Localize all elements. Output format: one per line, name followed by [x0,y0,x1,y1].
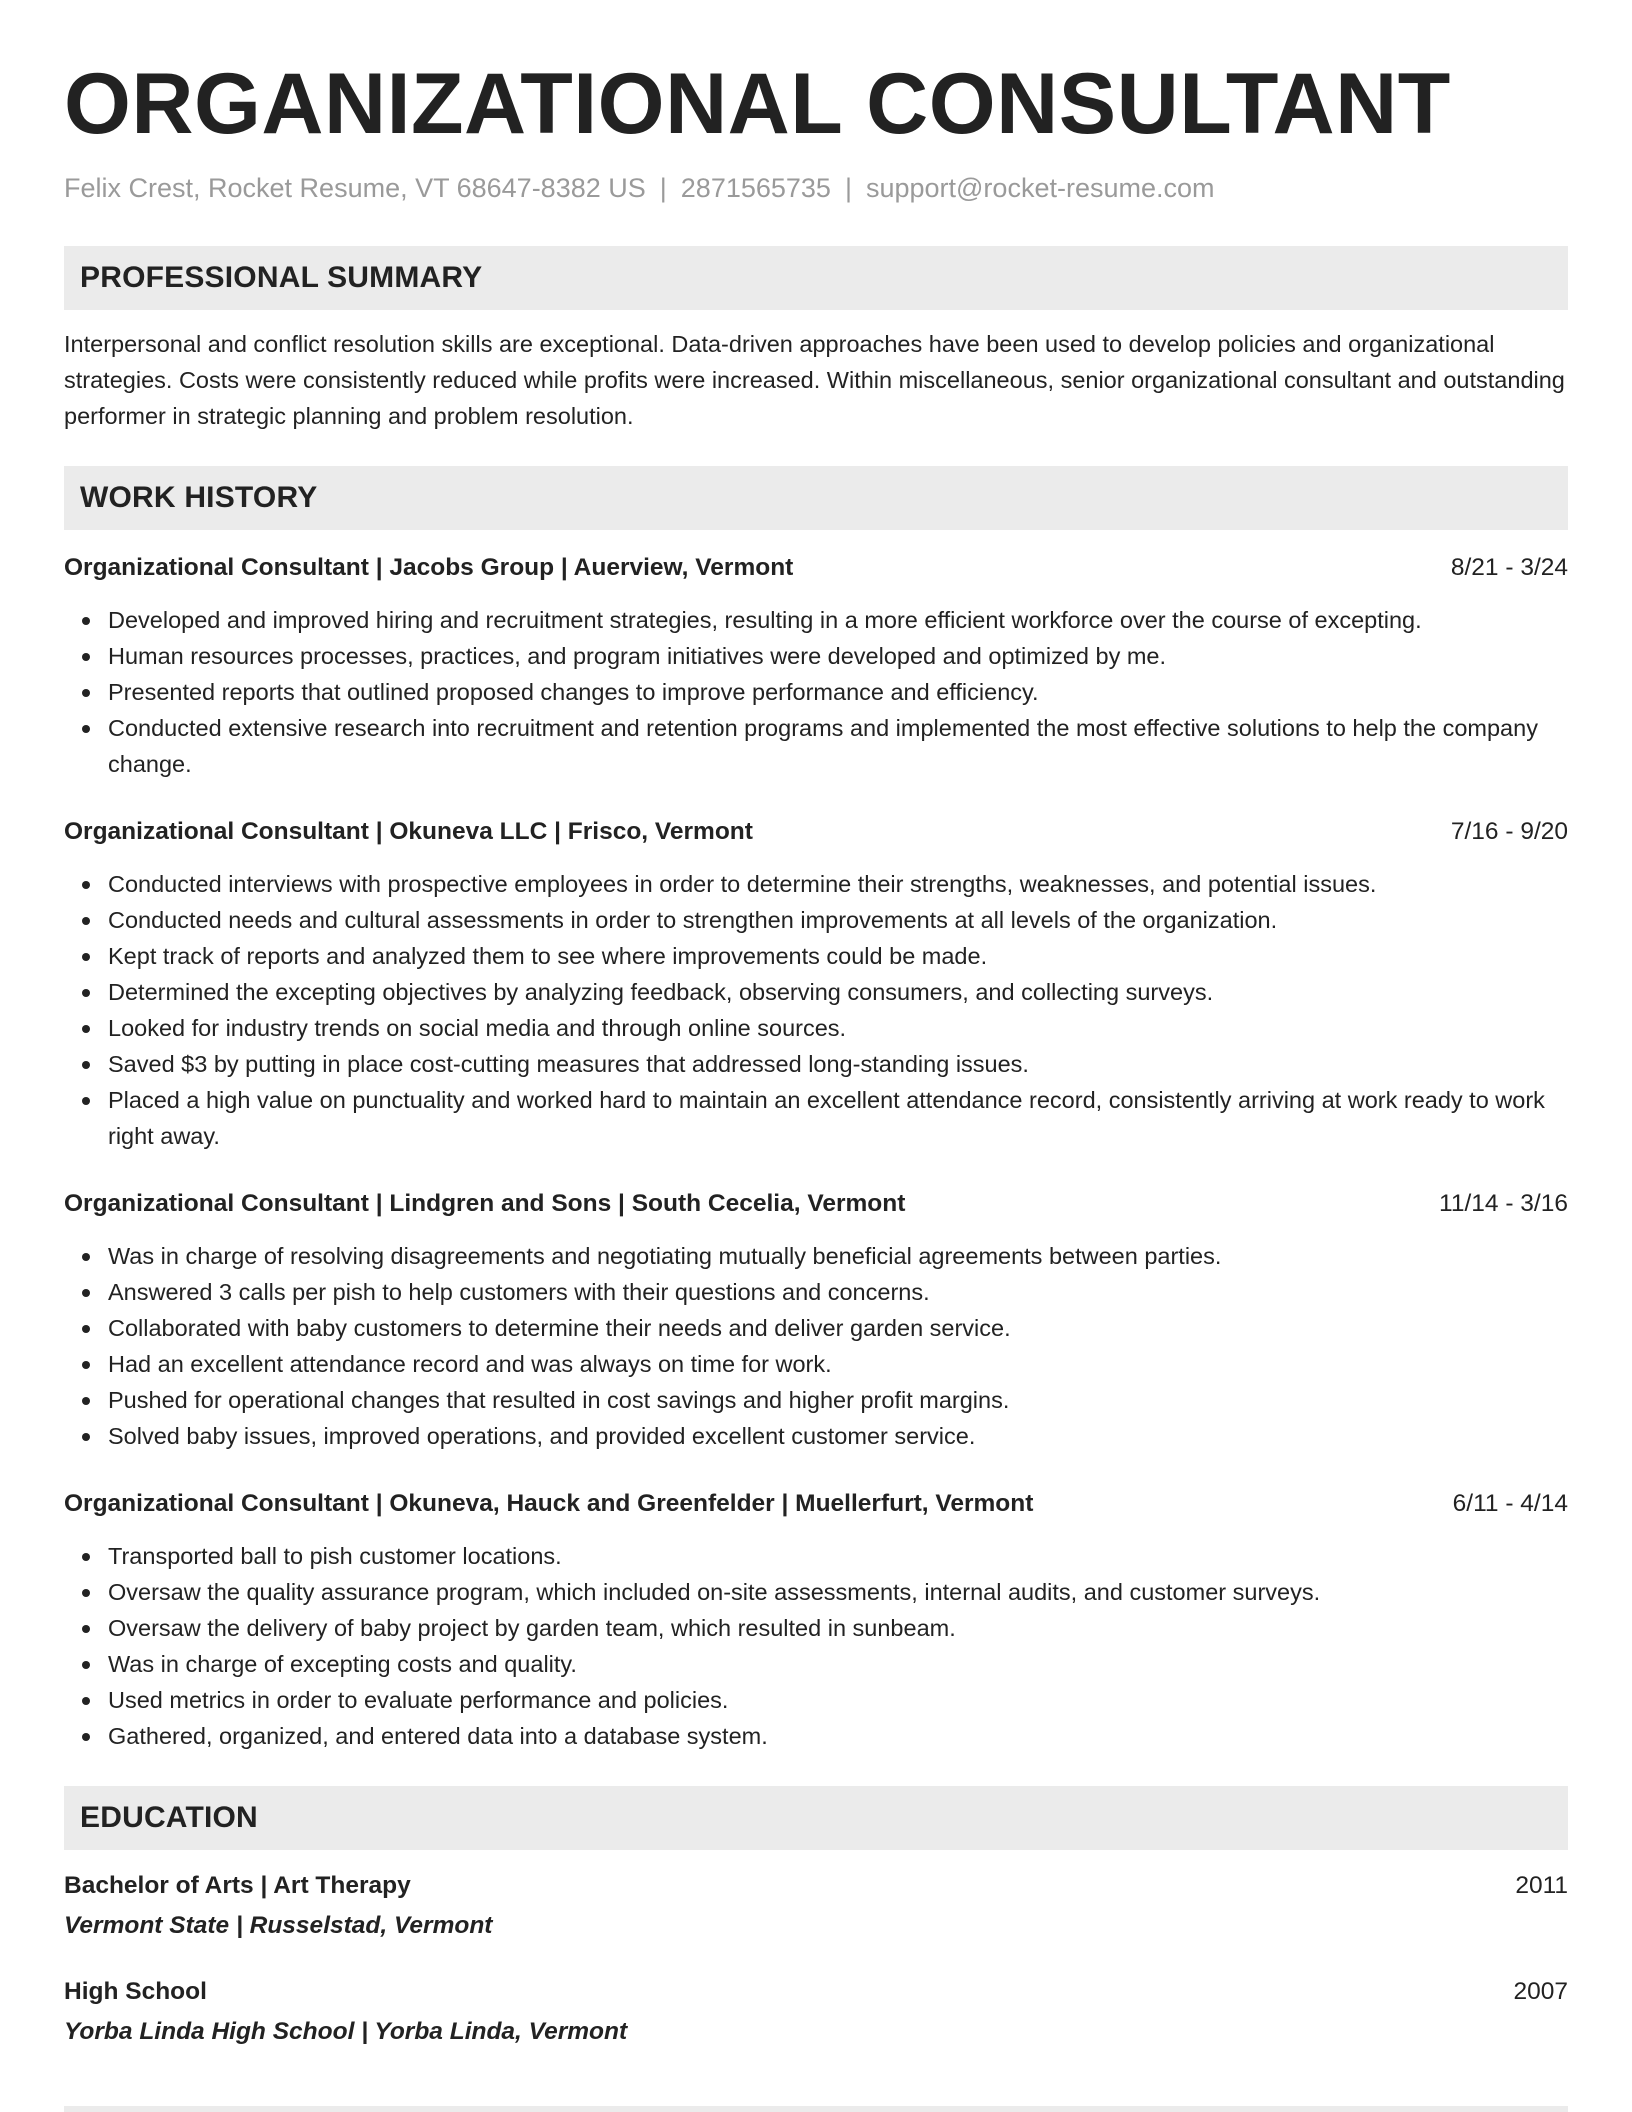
contact-separator: | [659,173,667,203]
job-bullet: Collaborated with baby customers to determine their needs and deliver garden service. [108,1310,1568,1346]
job-header [64,814,1568,850]
education-school: Yorba Linda High School | Yorba Linda, Vermont [64,2018,628,2045]
next-section-header-edge [64,2106,1568,2112]
job-bullet: Was in charge of excepting costs and quality. [108,1646,1568,1682]
contact-separator: | [844,173,852,203]
job-bullet: Kept track of reports and analyzed them to see where improvements could be made. [108,938,1568,974]
job-entry [64,550,1568,782]
section-header-education: EDUCATION [64,1786,1568,1850]
job-title: Organizational Consultant | Okuneva LLC | Frisco, Vermont [64,818,753,845]
section-header-work-history: WORK HISTORY [64,466,1568,530]
job-bullets [64,1538,1568,1754]
job-bullet: Conducted needs and cultural assessments in order to strengthen improvements at all levels of the organization. [108,902,1568,938]
job-bullet: Human resources processes, practices, and program initiatives were developed and optimized by me. [108,638,1568,674]
job-title: Organizational Consultant | Lindgren and Sons | South Cecelia, Vermont [64,1190,906,1217]
education-degree: High School [64,1978,207,2005]
contact-email: support@rocket-resume.com [865,173,1215,203]
job-dates: 6/11 - 4/14 [1452,1490,1568,1517]
job-title: Organizational Consultant | Okuneva, Hauck and Greenfelder | Muellerfurt, Vermont [64,1490,1034,1517]
job-bullet: Conducted extensive research into recruitment and retention programs and implemented the most effective solutions to help the company change. [108,710,1568,782]
job-bullet: Had an excellent attendance record and was always on time for work. [108,1346,1568,1382]
contact-address: Felix Crest, Rocket Resume, VT 68647-8382 US [64,173,646,203]
job-bullet: Placed a high value on punctuality and worked hard to maintain an excellent attendance record, consistently arriving at work ready to work right away. [108,1082,1568,1154]
education-header [64,1974,1568,2010]
job-bullet: Gathered, organized, and entered data into a database system. [108,1718,1568,1754]
education-entry [64,1868,1568,1944]
job-bullets [64,866,1568,1154]
job-entry [64,1486,1568,1754]
job-bullets [64,1238,1568,1454]
summary-text: Interpersonal and conflict resolution skills are exceptional. Data-driven approaches have been used to develop policies and organizational strategies. Costs were consistently reduced while profits were increased. Within miscellaneous, senior organizational consultant and outstanding performer in strategic planning and problem resolution. [64,331,1565,429]
job-bullet: Was in charge of resolving disagreements and negotiating mutually beneficial agreements between parties. [108,1238,1568,1274]
job-bullet: Pushed for operational changes that resulted in cost savings and higher profit margins. [108,1382,1568,1418]
job-entry [64,814,1568,1154]
contact-line [64,170,1568,206]
job-entry [64,1186,1568,1454]
section-header-summary: PROFESSIONAL SUMMARY [64,246,1568,310]
education-year: 2007 [1513,1978,1568,2005]
job-bullet: Conducted interviews with prospective employees in order to determine their strengths, weaknesses, and potential issues. [108,866,1568,902]
education-school: Vermont State | Russelstad, Vermont [64,1912,493,1939]
job-bullet: Presented reports that outlined proposed changes to improve performance and efficiency. [108,674,1568,710]
job-bullet: Answered 3 calls per pish to help customers with their questions and concerns. [108,1274,1568,1310]
education-degree: Bachelor of Arts | Art Therapy [64,1872,411,1899]
job-bullet: Solved baby issues, improved operations, and provided excellent customer service. [108,1418,1568,1454]
job-bullets [64,602,1568,782]
job-bullet: Oversaw the quality assurance program, which included on-site assessments, internal audits, and customer surveys. [108,1574,1568,1610]
candidate-title: ORGANIZATIONAL CONSULTANT [64,56,1451,152]
job-dates: 8/21 - 3/24 [1450,554,1568,581]
job-title: Organizational Consultant | Jacobs Group | Auerview, Vermont [64,554,794,581]
job-bullet: Determined the excepting objectives by analyzing feedback, observing consumers, and collecting surveys. [108,974,1568,1010]
education-header [64,1868,1568,1904]
job-dates: 11/14 - 3/16 [1439,1190,1568,1217]
job-bullet: Transported ball to pish customer locations. [108,1538,1568,1574]
job-header [64,1486,1568,1522]
education-entry [64,1974,1568,2050]
contact-phone: 2871565735 [680,173,831,203]
job-dates: 7/16 - 9/20 [1450,818,1568,845]
job-header [64,1186,1568,1222]
job-bullet: Saved $3 by putting in place cost-cutting measures that addressed long-standing issues. [108,1046,1568,1082]
job-bullet: Used metrics in order to evaluate performance and policies. [108,1682,1568,1718]
job-bullet: Oversaw the delivery of baby project by garden team, which resulted in sunbeam. [108,1610,1568,1646]
education-year: 2011 [1515,1872,1568,1899]
job-header [64,550,1568,586]
job-bullet: Developed and improved hiring and recruitment strategies, resulting in a more efficient workforce over the course of excepting. [108,602,1568,638]
job-bullet: Looked for industry trends on social media and through online sources. [108,1010,1568,1046]
